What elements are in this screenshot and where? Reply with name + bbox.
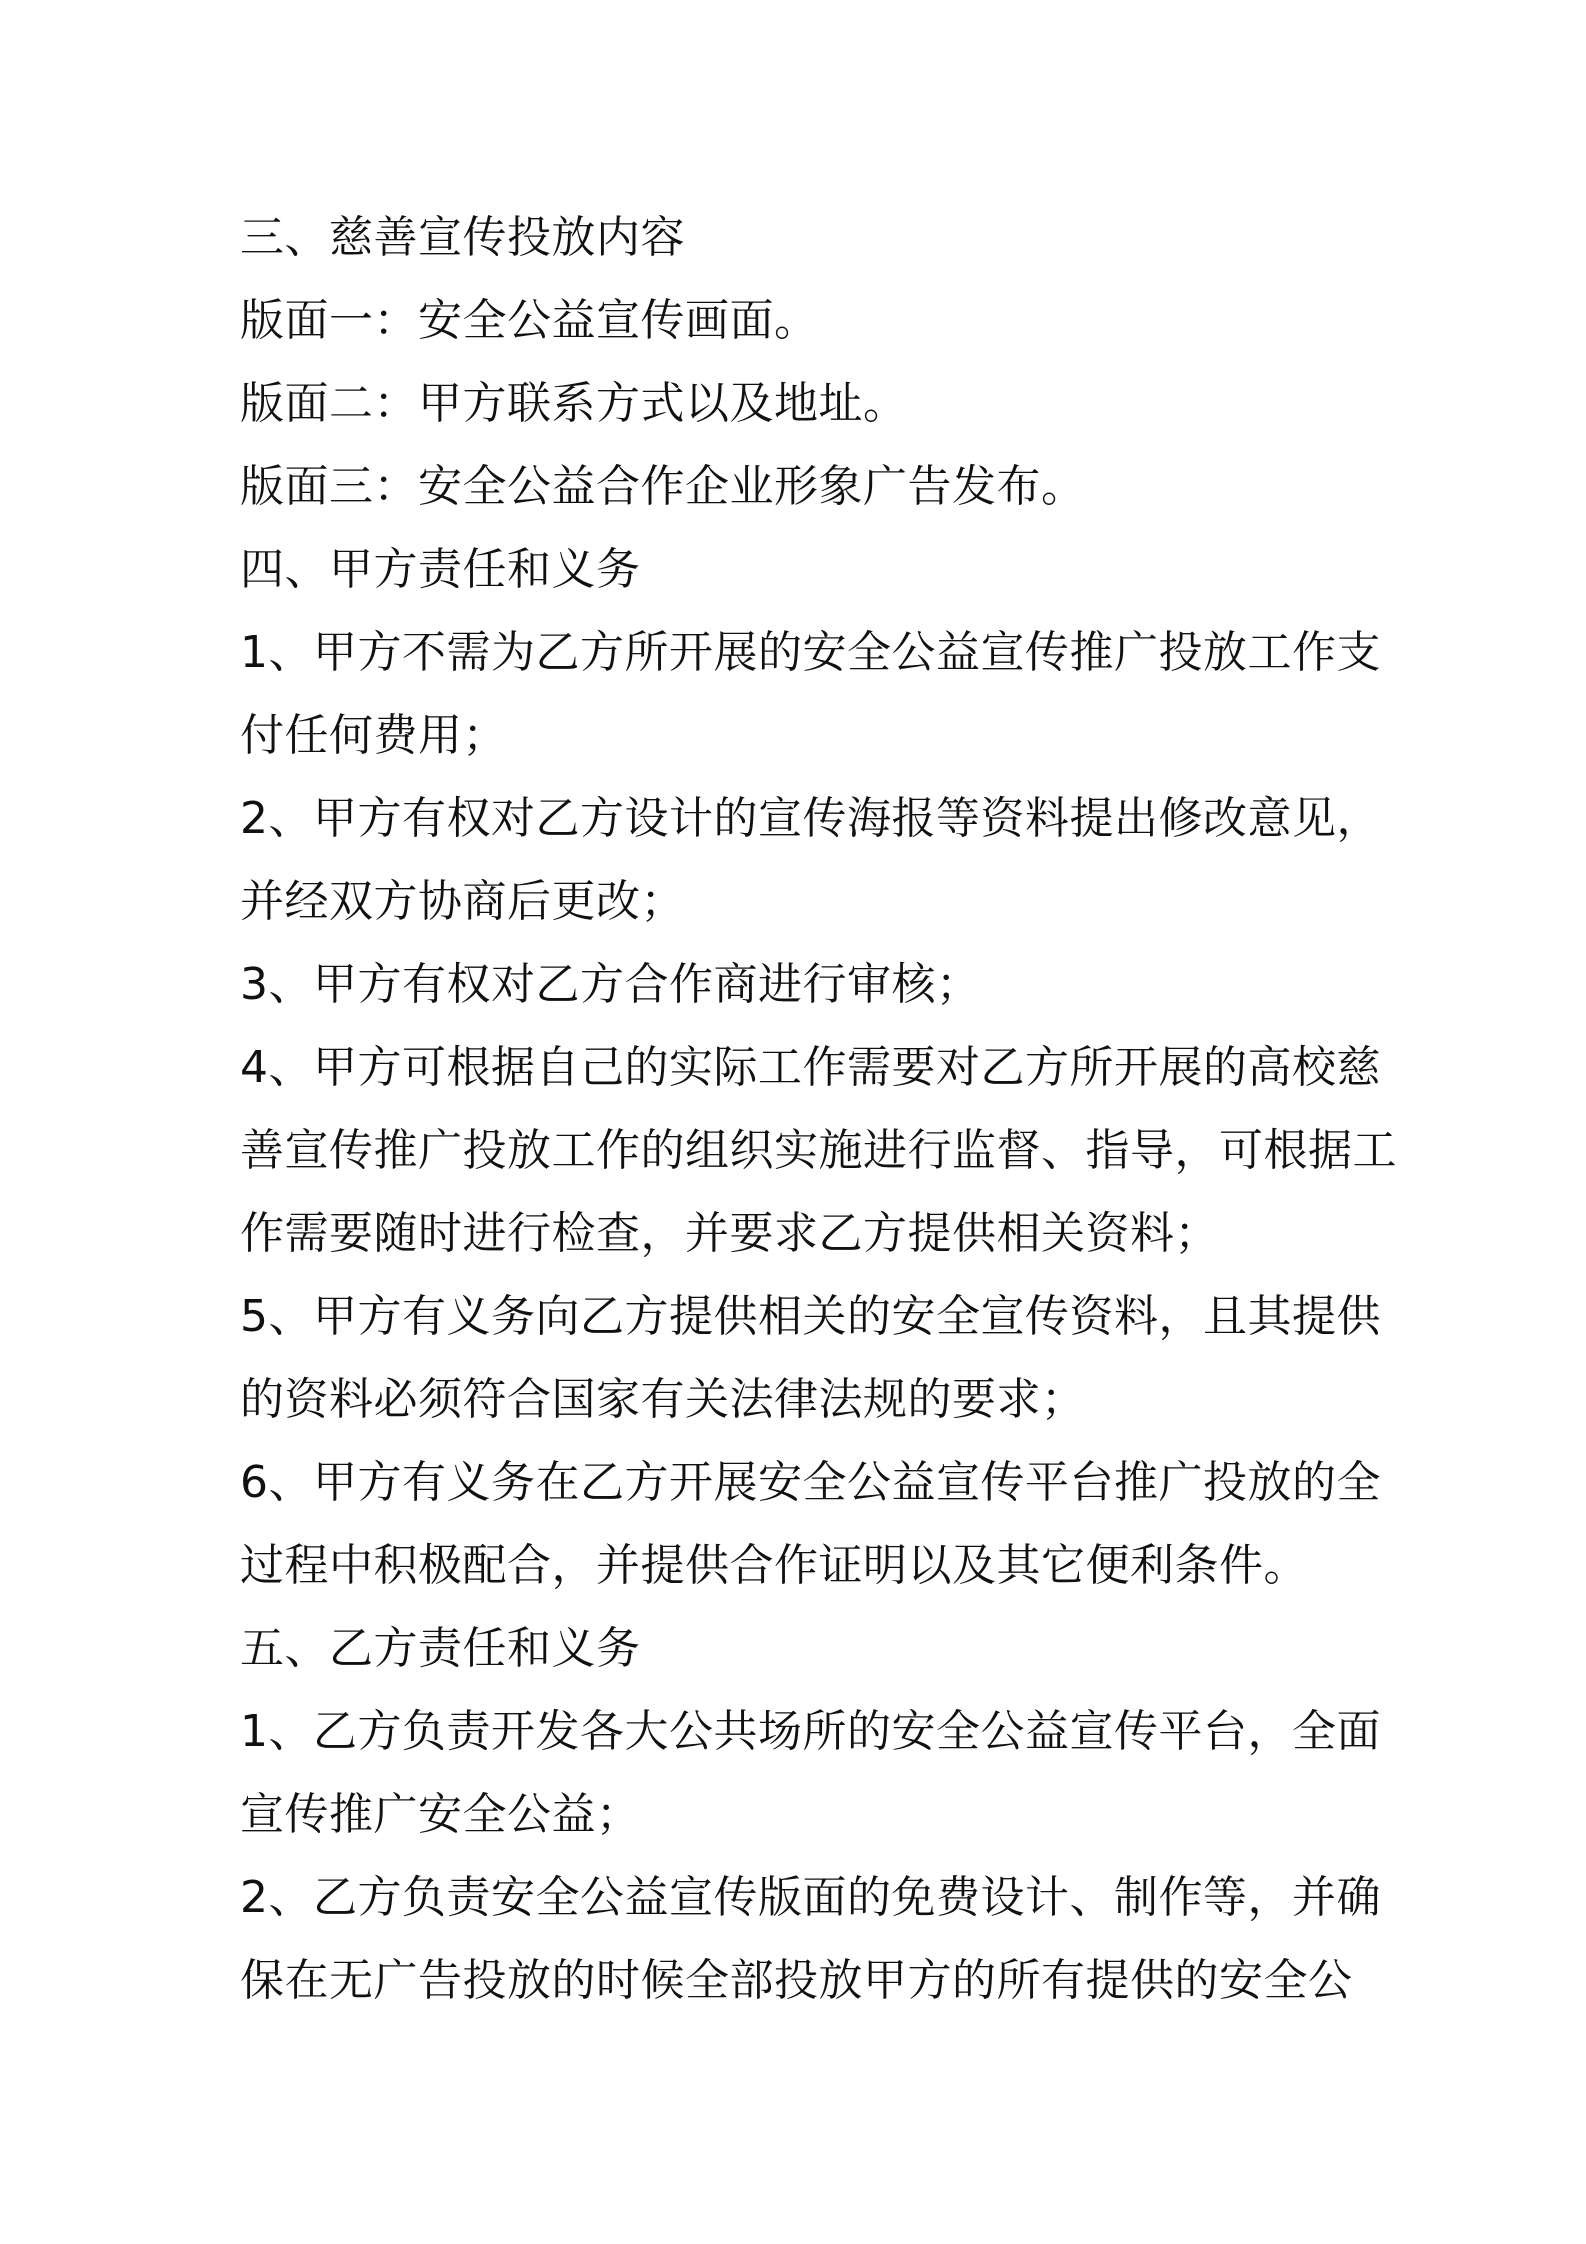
- document-body: [240, 196, 1397, 2022]
- section-heading-4: 四、甲方责任和义务: [240, 544, 641, 595]
- paragraph-line: 的资料必须符合国家有关法律法规的要求；: [240, 1374, 1086, 1425]
- paragraph-line: 作需要随时进行检查，并要求乙方提供相关资料；: [240, 1208, 1219, 1259]
- paragraph-line: 保在无广告投放的时候全部投放甲方的所有提供的安全公: [240, 1955, 1353, 2006]
- paragraph-line: 版面一：安全公益宣传画面。: [240, 295, 819, 346]
- paragraph-line: 并经双方协商后更改；: [240, 876, 685, 927]
- paragraph-line: 6、甲方有义务在乙方开展安全公益宣传平台推广投放的全: [240, 1457, 1381, 1508]
- paragraph-line: 付任何费用；: [240, 710, 507, 761]
- paragraph-line: 2、甲方有权对乙方设计的宣传海报等资料提出修改意见，: [240, 793, 1381, 844]
- section-heading-5: 五、乙方责任和义务: [240, 1623, 641, 1674]
- paragraph-line: 5、甲方有义务向乙方提供相关的安全宣传资料，且其提供: [240, 1291, 1381, 1342]
- section-heading-3: 三、慈善宣传投放内容: [240, 212, 685, 263]
- paragraph-line: 版面二：甲方联系方式以及地址。: [240, 378, 908, 429]
- paragraph-line: 善宣传推广投放工作的组织实施进行监督、指导，可根据工: [240, 1125, 1397, 1176]
- paragraph-line: 宣传推广安全公益；: [240, 1789, 641, 1840]
- paragraph-line: 版面三：安全公益合作企业形象广告发布。: [240, 461, 1086, 512]
- paragraph-line: 1、甲方不需为乙方所开展的安全公益宣传推广投放工作支: [240, 627, 1381, 678]
- paragraph-line: 过程中积极配合，并提供合作证明以及其它便利条件。: [240, 1540, 1308, 1591]
- paragraph-line: 2、乙方负责安全公益宣传版面的免费设计、制作等，并确: [240, 1872, 1381, 1923]
- paragraph-line: 4、甲方可根据自己的实际工作需要对乙方所开展的高校慈: [240, 1042, 1381, 1093]
- paragraph-line: 1、乙方负责开发各大公共场所的安全公益宣传平台，全面: [240, 1706, 1381, 1757]
- paragraph-line: 3、甲方有权对乙方合作商进行审核；: [240, 959, 981, 1010]
